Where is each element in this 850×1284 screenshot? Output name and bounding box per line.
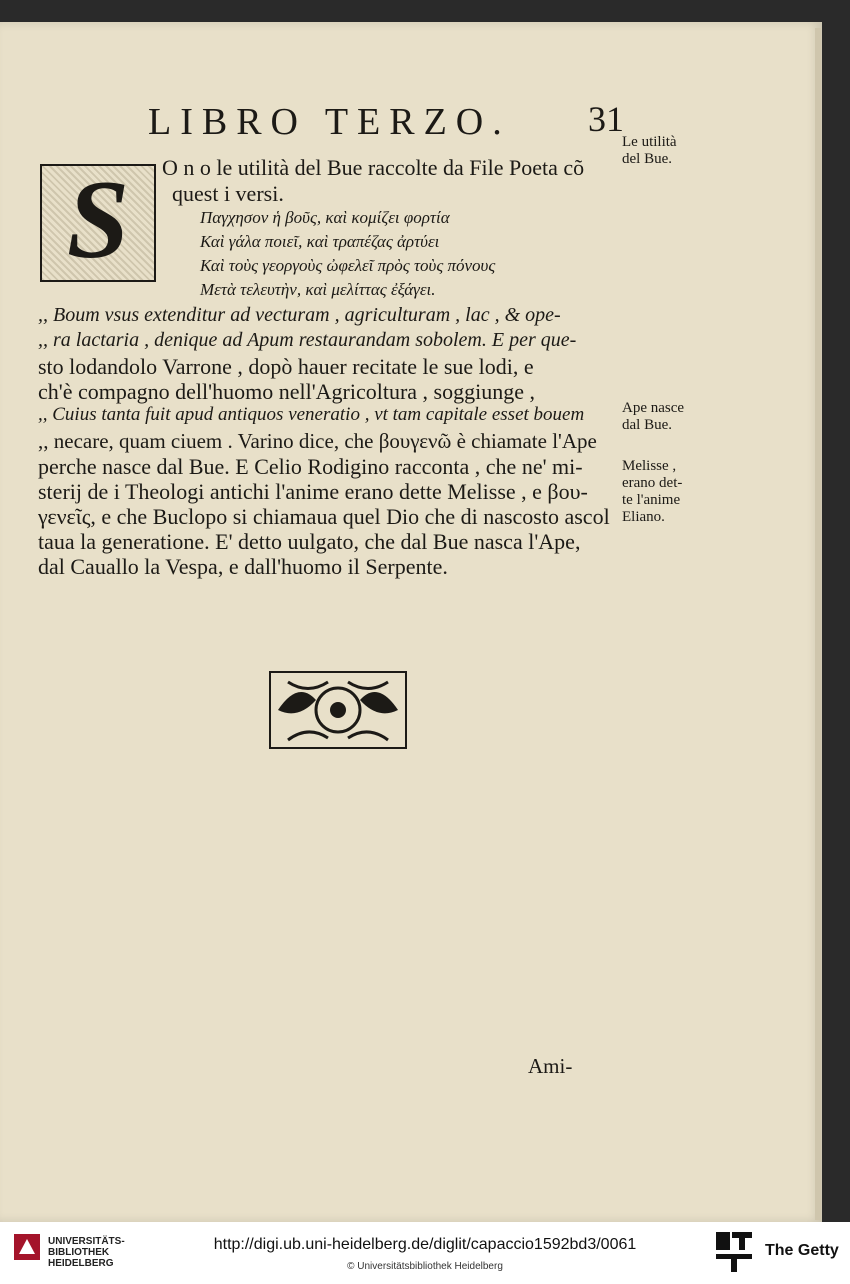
margin-note: dal Bue. (622, 417, 672, 433)
text-line: γενεῖς, e che Buclopo si chiamaua quel Dio che di nascosto ascol (38, 504, 610, 529)
catchword: Ami- (528, 1054, 573, 1078)
text-line: ,, ra lactaria , denique ad Apum restaurandam sobolem. E per que- (38, 329, 577, 351)
book-page (0, 22, 822, 1222)
partner-name: The Getty (765, 1242, 839, 1259)
viewer-footer (0, 1222, 850, 1284)
text-line: ,, Cuius tanta fuit apud antiquos veneratio , vt tam capitale esset bouem (38, 404, 585, 425)
margin-note: Melisse , (622, 458, 677, 474)
margin-note: erano det- (622, 475, 683, 491)
getty-logo-icon (716, 1232, 752, 1272)
margin-note: te l'anime (622, 492, 681, 508)
greek-verse: Παγχησον ἡ βοῦς, καὶ κομίζει φορτία (200, 208, 450, 227)
text-line: O n o le utilità del Bue raccolte da File Poeta cõ (162, 155, 585, 180)
margin-note: del Bue. (622, 151, 672, 167)
drop-cap-letter: S (66, 158, 130, 282)
page-edge (815, 28, 821, 1220)
institution-name-line: BIBLIOTHEK (48, 1247, 110, 1258)
copyright-notice: © Universitätsbibliothek Heidelberg (347, 1261, 503, 1272)
text-line: ,, Boum vsus extenditur ad vecturam , agriculturam , lac , & ope- (38, 304, 561, 326)
text-line: sterij de i Theologi antichi l'anime erano dette Melisse , e βου- (38, 479, 588, 504)
printers-ornament-icon (268, 670, 408, 750)
permalink[interactable]: http://digi.ub.uni-heidelberg.de/diglit/capaccio1592bd3/0061 (213, 1236, 637, 1253)
greek-verse: Καὶ γάλα ποιεῖ, καὶ τραπέζας ἀρτύει (200, 232, 440, 251)
page-number: 31 (588, 99, 624, 139)
institution-name-line: UNIVERSITÄTS- (48, 1236, 125, 1247)
institution-name-line: HEIDELBERG (48, 1258, 114, 1269)
text-line: ch'è compagno dell'huomo nell'Agricoltura , soggiunge , (38, 379, 535, 404)
margin-note: Le utilità (622, 134, 677, 150)
text-line: taua la generatione. E' detto uulgato, che dal Bue nasca l'Ape, (38, 529, 581, 554)
text-line: dal Cauallo la Vespa, e dall'huomo il Serpente. (38, 554, 448, 579)
text-line: perche nasce dal Bue. E Celio Rodigino racconta , che ne' mi- (38, 454, 583, 479)
greek-verse: Καὶ τοὺς γεοργοὺς ὠφελεῖ πρὸς τοὺς πόνους (200, 256, 496, 275)
margin-note: Ape nasce (622, 400, 685, 416)
decorated-initial (40, 158, 156, 282)
running-head: LIBRO TERZO. (148, 101, 511, 143)
text-line: sto lodandolo Varrone , dopò hauer recitate le sue lodi, e (38, 354, 534, 379)
greek-verse: Μετὰ τελευτὴν, καὶ μελίττας ἐξάγει. (200, 280, 436, 299)
margin-note: Eliano. (622, 509, 665, 525)
text-line: quest i versi. (172, 181, 284, 206)
text-line: ,, necare, quam ciuem . Varino dice, che βουγενῶ è chiamate l'Ape (38, 429, 597, 453)
show-through-text (160, 542, 580, 1042)
